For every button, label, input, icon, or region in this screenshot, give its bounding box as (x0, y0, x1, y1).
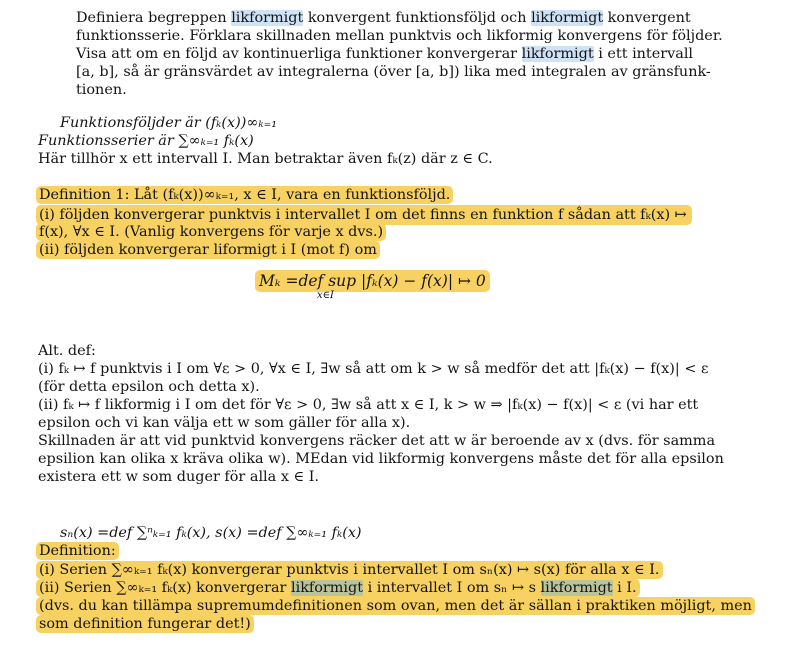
question-line-4: [a, b], så är gränsvärdet av integralerna (över [a, b]) lika med integralen av gränsfunk- (76, 64, 711, 80)
definition1-line-1: Definition 1: Låt (fₖ(x))∞ₖ₌₁, x ∈ I, vara en funktionsföljd. (36, 186, 453, 204)
highlight-likformigt: likformigt (290, 580, 364, 596)
definition1-formula: Mₖ =def sup |fₖ(x) − f(x)| ↦ 0 x∈I (255, 270, 490, 292)
question-line-5: tionen. (76, 82, 127, 98)
question-line-1: Definiera begreppen likformigt konvergent funktionsföljd och likformigt konvergent (76, 10, 691, 26)
highlight-likformigt: likformigt (231, 10, 304, 26)
definition1-line-2: (i) följden konvergerar punktvis i intervallet I om det finns en funktion f sådan att fₖ(x) ↦ (36, 205, 692, 225)
highlight-likformigt: likformigt (521, 46, 594, 62)
highlight-likformigt: likformigt (531, 10, 604, 26)
definition1-line-3: f(x), ∀x ∈ I. (Vanlig konvergens för varje x dvs.) (36, 223, 386, 241)
formula-subscript: x∈I (317, 290, 334, 301)
question-line-3: Visa att om en följd av kontinuerliga funktioner konvergerar likformigt i ett intervall (76, 46, 694, 62)
intro-line-2: Funktionsserier är ∑∞ₖ₌₁ fₖ(x) (38, 133, 254, 149)
highlight-likformigt: likformigt (540, 580, 613, 596)
question-line-2: funktionsserie. Förklara skillnaden mellan punktvis och likformig konvergens för följder. (76, 28, 723, 44)
series-formula: sₙ(x) =def ∑ⁿₖ₌₁ fₖ(x), s(x) =def ∑∞ₖ₌₁ fₖ(x) (60, 525, 362, 541)
intro-line-1: Funktionsföljder är (fₖ(x))∞ₖ₌₁ (60, 115, 277, 131)
definition1-line-4: (ii) följden konvergerar liformigt i I (mot f) om (36, 241, 380, 259)
intro-line-3: Här tillhör x ett intervall I. Man betraktar även fₖ(z) där z ∈ C. (38, 151, 493, 167)
